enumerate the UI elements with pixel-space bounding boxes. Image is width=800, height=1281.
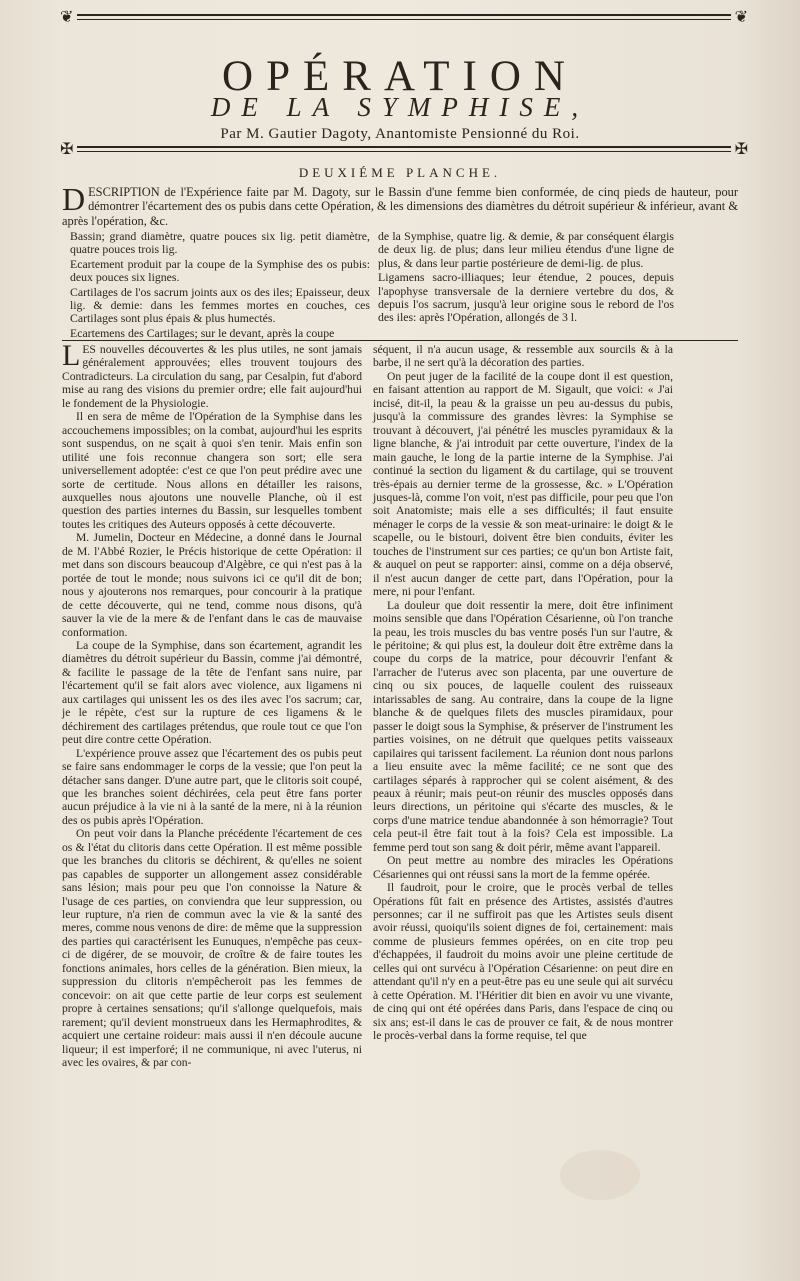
ornament-right-icon: ❦ xyxy=(734,7,748,26)
body-paragraph: Il faudroit, pour le croire, que le procès verbal de telles Opérations fût fait en présence des Artistes, assistés d'autres personnes; car il ne suffiroit pas que les Artistes seuls disent avoir réussi, quoiqu'ils soient dignes de foi, certainement: mais comme de plusieurs femmes opérées, on en cite trop peu d'échappées, il faudroit du moins avoir une pleine certitude de celles qui ont survécu à l'Opération Césarienne: on peut dire en attendant qu'il n'y en a peut-être pas eu une seule qui ait survécu à cette Opération. M. l'Héritier dit bien en avoir vu une vivante, de cinq qui ont été opérées dans Paris, dans l'espace de cinq ou six ans; est-il dans le cas de prouver ce fait, & de nous montrer le procès-verbal dans la forme requise, tel que xyxy=(373,881,673,1043)
measurement-item: Bassin; grand diamètre, quatre pouces six lig. petit diamètre, quatre pouces trois lig. xyxy=(70,229,370,257)
measurement-item: de la Symphise, quatre lig. & demie, & par conséquent élargis de deux lig. de plus; dans leur milieu étendus d'une ligne de plus, & dans leur partie postérieure de demi-lig. de plus. xyxy=(378,229,674,270)
top-ornament-rule xyxy=(60,6,748,28)
body-paragraph: La douleur que doit ressentir la mere, doit être infiniment moins sensible que dans l'Opération Césarienne, où l'on tranche la peau, les trois muscles du bas ventre posés l'un sur l'autre, & le péritoine; & qui plus est, la douleur doit être extrême dans la coupe du corps de la matrice, pour découvrir l'enfant & l'arracher de l'uterus avec son placenta, par une ouverture de cinq ou six pouces, de laquelle coulent des ruisseaux intarissables de sang. Au contraire, dans la coupe de la ligne blanche & de quelques filets des muscles piramidaux, pour passer le doigt sous la Symphise, & préserver de l'instrument les parties voisines, on ne détruit que quelques petits vaisseaux capilaires qui tarissent facilement. La réunion dont nous parlons a lieu ensuite avec la même facilité; ce ne sont que des cartilages séparés à rapprocher qui se colent aisément, & des peaux à réunir; mais peut-on réunir des muscles opposés dans leurs directions, un péritoine qui s'écarte des muscles, & le corps d'une matrice tendue abandonnée à son hémorragie? Tout cela peut-il être fait tout à la fois? Cela est impossible. La femme perd tout son sang & doit périr, même avant l'appareil. xyxy=(373,598,673,854)
body-paragraph: On peut juger de la facilité de la coupe dont il est question, en faisant attention au rapport de M. Sigault, que voici: « J'ai incisé, dit-il, la peau & la graisse un peu au-dessus du pubis, jusqu'à la commissure des grandes lèvres: la Symphise se trouvant à découvert, j'ai pénétré les muscles pyramidaux & la ligne blanche, & j'ai introduit par cette ouverture, l'index de la main gauche, le long de la partie interne de la Symphise. J'ai continué la section du ligament & du cartilage, qui se trouvent très-épais au dernier terme de la grossesse, &c. » L'Opération jusques-là, comme l'on voit, n'est pas difficile, pour peu que l'on soit Anatomiste; mais elle a ses difficultés; il faut ensuite ménager le corps de la vessie & son meat-urinaire: le doigt & le scapelle, ou le bistouri, doivent être bien conduits, éviter les touches de l'instrument sur ces parties; ce qu'un bon Artiste fait, & auquel on peut se rapporter: ainsi, comme on a déja observé, il n'est aucun danger de cette part, dans l'Opération, pour la mere, ni pour l'enfant. xyxy=(373,369,673,599)
page-subtitle: DE LA SYMPHISE, xyxy=(210,92,590,122)
measurement-item: Ligamens sacro-illiaques; leur étendue, 2 pouces, depuis l'apophyse transversale de la derniere vertebre du dos, & depuis l'os sacrum, jusqu'à leur origine sous le rebord de l'os des iles: après l'Opération, allongés de 3 l. xyxy=(378,270,674,325)
body-paragraph xyxy=(62,339,362,410)
section-divider xyxy=(62,340,738,341)
paper-stain xyxy=(560,1150,640,1200)
body-paragraph: La coupe de la Symphise, dans son écartement, agrandit les diamètres du détroit supérieur du Bassin, comme j'ai démontré, & facilite le passage de la tête de l'enfant sans nuire, par l'écartement qu'il se fait alors avec violence, aux ligamens ni aux cartilages qui unissent les os des iles avec l'os sacrum; car, je le répète, c'est sur la rupture de ces ligamens & le déchirement des cartilages prétendus, que roule tout ce que l'on peut dire contre cette Opération. xyxy=(62,638,362,747)
ornament-left-icon: ❦ xyxy=(60,7,74,26)
measurements-right-column xyxy=(378,230,674,326)
description-dropcap: D xyxy=(62,181,86,217)
ornament-right-icon: ✠ xyxy=(734,139,748,158)
description-text: ESCRIPTION de l'Expérience faite par M. Dagoty, sur le Bassin d'une femme bien conformée, de cinq pieds de hauteur, pour démontrer l'écartement des os pubis dans cette Opération, & les dimensions des diamètres du détroit supérieur & inférieur, avant & après l'opération, &c. xyxy=(62,185,738,228)
measurement-item: Ecartement produit par la coupe de la Symphise des os pubis: deux pouces six lignes. xyxy=(70,256,370,285)
body-dropcap: L xyxy=(62,339,81,372)
measurement-item: Ecartemens des Cartilages; sur le devant, après la coupe xyxy=(70,325,335,340)
body-left-column xyxy=(62,339,362,1070)
middle-ornament-rule xyxy=(60,138,748,160)
body-paragraph: On peut voir dans la Planche précédente l'écartement de ces os & l'état du clitoris dans cette Opération. Il est même possible que les branches du clitoris se déchirent, & qu'elles ne soient pas capables de supporter un allongement assez considérable sans lésion; mais pour peu que l'on connoisse la Nature & l'usage de ces parties, on conviendra que leur suppression, ou leur rupture, n'a rien de commun avec la vie & la santé des meres, comme nous venons de dire: de même que la suppression des parties qui caractérisent les Eunuques, n'empêche pas ceux-ci de digérer, de se mouvoir, de croître & de faire toutes les fonctions animales, hors celles de la génération. Bien mieux, la suppression du clitoris n'empêcheroit pas les femmes de concevoir: on ait que cette partie de leur corps est seulement propre à certaines sensations; qu'il s'allonge quelquefois, mais rarement; qu'il devient monstrueux dans les Hermaphrodites, & acquiert une certaine roideur: mais aussi il n'en découle aucune liqueur; il est imperforé; il ne communique, ni avec l'uterus, ni avec les ovaires, & par con- xyxy=(62,827,362,1070)
description-paragraph xyxy=(62,181,738,228)
body-paragraph: On peut mettre au nombre des miracles les Opérations Césariennes qui ont réussi sans la mort de la femme opérée. xyxy=(373,854,673,881)
body-paragraph-text: ES nouvelles découvertes & les plus utiles, ne sont jamais généralement approuvées; elles trouvent toujours des Contradicteurs. La circulation du sang, par Cesalpin, fut d'abord mise au rang des visions du premier ordre; elle fait aujourd'hui le fondement de la Physiologie. xyxy=(62,343,362,410)
body-paragraph: Il en sera de même de l'Opération de la Symphise dans les accouchemens impossibles; on la combat, aujourd'hui les esprits sont suspendus, on ne sçait à quoi s'en tenir. Mais enfin son utilité une fois reconnue changera son sort; elle sera universellement adoptée: c'est ce que l'on peut prédire avec une sorte de certitude. Nous allons en détailler les raisons, auxquelles nous ajoutons une nouvelle Planche, où il est question des parties internes du Bassin, sur lesquelles tombent toutes les critiques des Auteurs opposés à cette découverte. xyxy=(62,410,362,531)
body-right-column xyxy=(373,343,673,1043)
measurement-item: Cartilages de l'os sacrum joints aux os des iles; Epaisseur, deux lig. & demie: dans les femmes mortes en couches, ces Cartilages sont plus épais & plus humectés. xyxy=(70,284,370,326)
page-title: OPÉRATION xyxy=(222,53,578,100)
plate-heading: DEUXIÉME PLANCHE. xyxy=(298,165,502,180)
ornament-left-icon: ✠ xyxy=(60,139,74,158)
body-paragraph: séquent, il n'a aucun usage, & ressemble aux sourcils & à la barbe, il ne sert qu'à la décoration des parties. xyxy=(373,343,673,370)
measurements-left-column xyxy=(70,230,370,341)
body-paragraph: M. Jumelin, Docteur en Médecine, a donné dans le Journal de M. l'Abbé Rozier, le Précis historique de cette Opération: il met dans son discours beaucoup d'Algèbre, ce qui n'est pas à la portée de tout le monde; nous suivons ici ce qu'il dit de bon; nous y ajouterons nos remarques, pour concourir à la pratique de cette découverte, qui ne tend, comme nous disons, qu'à sauver la vie de la mere & de l'enfant dans le cas de mauvaise conformation. xyxy=(62,531,362,639)
author-line: Par M. Gautier Dagoty, Anantomiste Pensionné du Roi. xyxy=(220,126,580,142)
body-paragraph: L'expérience prouve assez que l'écartement des os pubis peut se faire sans endommager le corps de la vessie; que l'on peut la détacher sans danger. D'une autre part, que le clitoris soit coupé, que les branches soient déchirées, cela peut être fans porter aucun préjudice à la vie ni à la santé de la mere, ni à la réunion des os pubis après l'Opération. xyxy=(62,746,362,827)
